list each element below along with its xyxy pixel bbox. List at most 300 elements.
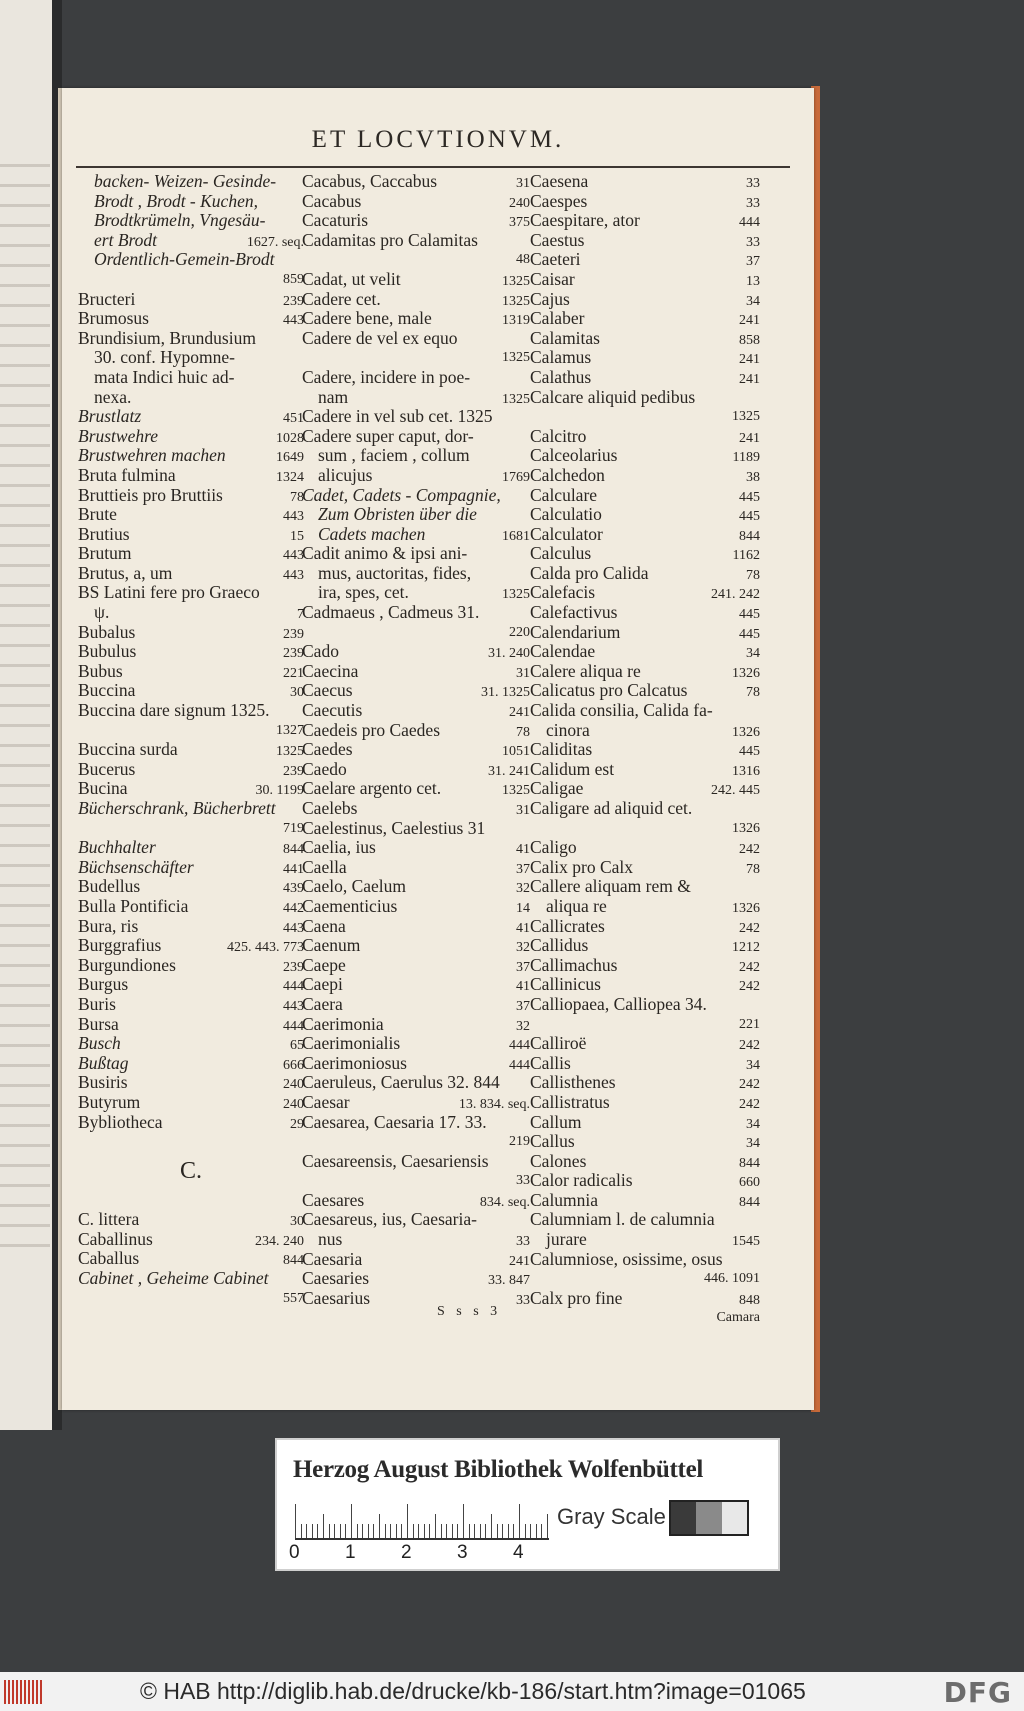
index-entry	[302, 760, 530, 780]
entry-term: Calones	[530, 1150, 587, 1171]
entry-page-ref: 31. 240	[488, 646, 530, 662]
ruler-tick	[379, 1514, 380, 1538]
index-entry	[530, 388, 760, 408]
ruler-tick	[413, 1524, 414, 1538]
index-entry	[302, 564, 530, 584]
gray-swatch-dark	[671, 1502, 696, 1534]
index-entry	[78, 995, 304, 1015]
entry-term: Caespitare, ator	[530, 210, 640, 231]
index-entry	[530, 995, 760, 1015]
index-entry	[530, 1093, 760, 1113]
entry-page-ref: 37	[516, 998, 530, 1014]
index-entry	[302, 1113, 530, 1133]
entry-page-ref: 242	[739, 1077, 760, 1093]
ruler-number: 2	[401, 1542, 412, 1563]
entry-page-ref: 241. 242	[711, 587, 760, 603]
entry-page-ref: 444	[283, 979, 304, 995]
ruler-tick	[334, 1524, 335, 1538]
entry-term: Caecina	[302, 660, 359, 681]
entry-page-ref: 425. 443. 773	[227, 940, 304, 956]
entry-page-ref: 32	[516, 1018, 530, 1034]
entry-term: Calx pro fine	[530, 1287, 623, 1308]
entry-term: Cadets machen	[318, 523, 426, 544]
ruler-tick	[513, 1524, 514, 1538]
entry-page-ref: 442	[283, 900, 304, 916]
entry-term: Caesarius	[302, 1287, 371, 1308]
entry-term: aliqua re	[546, 895, 607, 916]
ruler-tick	[312, 1524, 313, 1538]
entry-term: Bruttieis pro Bruttiis	[78, 484, 223, 505]
entry-term: mus, auctoritas, fides,	[318, 562, 472, 583]
index-entry	[78, 505, 304, 525]
gray-scale-swatches	[669, 1500, 749, 1536]
entry-term: Caerimoniosus	[302, 1052, 407, 1073]
index-entry	[78, 1113, 304, 1133]
index-entry	[78, 564, 304, 584]
index-entry	[302, 250, 530, 270]
index-entry	[78, 407, 304, 427]
index-entry	[78, 799, 304, 819]
entry-term: Bura, ris	[78, 915, 139, 936]
entry-page-ref: Camara	[716, 1310, 760, 1326]
index-column-1	[78, 172, 304, 1308]
entry-term: Calculare	[530, 484, 598, 505]
entry-page-ref: 242. 445	[711, 783, 760, 799]
ruler-tick	[474, 1524, 475, 1538]
signature-mark: S s s 3	[437, 1304, 502, 1319]
entry-term: Callimachus	[530, 954, 618, 975]
index-entry	[78, 917, 304, 937]
entry-term: Callisthenes	[530, 1072, 616, 1093]
entry-page-ref: 1028	[276, 430, 304, 446]
entry-term: Callum	[530, 1111, 582, 1132]
entry-page-ref: 7	[297, 607, 304, 623]
index-entry	[302, 309, 530, 329]
entry-page-ref: 14	[516, 900, 530, 916]
entry-page-ref: 444	[739, 215, 760, 231]
index-entry	[78, 1249, 304, 1269]
entry-page-ref: 834. seq.	[479, 1194, 530, 1210]
entry-page-ref: 241	[509, 705, 530, 721]
entry-term: Brute	[78, 504, 117, 525]
index-entry	[530, 348, 760, 368]
entry-page-ref: 239	[283, 959, 304, 975]
entry-term: Caesarea, Caesaria 17. 33.	[302, 1111, 487, 1132]
ruler-tick	[519, 1504, 520, 1538]
index-entry	[302, 1210, 530, 1230]
ruler-tick	[457, 1524, 458, 1538]
index-entry	[530, 192, 760, 212]
index-entry	[302, 348, 530, 368]
entry-term: ψ.	[94, 602, 110, 623]
index-entry	[302, 1015, 530, 1035]
entry-term: Caepi	[302, 974, 343, 995]
index-entry	[530, 681, 760, 701]
index-entry	[530, 623, 760, 643]
entry-page-ref: 445	[739, 626, 760, 642]
entry-page-ref: 441	[283, 861, 304, 877]
entry-page-ref: 1325	[276, 744, 304, 760]
index-entry	[530, 1289, 760, 1309]
entry-page-ref: 242	[739, 842, 760, 858]
entry-page-ref: 844	[283, 1253, 304, 1269]
entry-page-ref: 1681	[502, 528, 530, 544]
entry-page-ref: 15	[290, 528, 304, 544]
entry-page-ref: 32	[516, 881, 530, 897]
entry-term: Caecutis	[302, 700, 363, 721]
ruler-tick	[357, 1524, 358, 1538]
entry-page-ref: 443	[283, 998, 304, 1014]
entry-term: Callidus	[530, 935, 589, 956]
index-entry	[302, 1132, 530, 1152]
entry-term: Calculus	[530, 543, 592, 564]
entry-term: Caespes	[530, 190, 588, 211]
index-entry	[78, 348, 304, 368]
index-entry	[78, 1191, 304, 1211]
index-entry	[302, 1073, 530, 1093]
entry-term: Caligo	[530, 837, 577, 858]
entry-page-ref: 660	[739, 1175, 760, 1191]
ruler-tick	[497, 1524, 498, 1538]
entry-term: Callicrates	[530, 915, 605, 936]
entry-page-ref: 78	[746, 685, 760, 701]
index-entry	[302, 1230, 530, 1250]
index-entry	[302, 936, 530, 956]
index-entry	[530, 1015, 760, 1035]
index-entry	[302, 486, 530, 506]
entry-page-ref: 443	[283, 313, 304, 329]
index-entry	[302, 799, 530, 819]
index-entry	[530, 858, 760, 878]
index-entry	[302, 388, 530, 408]
entry-term: Caesaries	[302, 1268, 370, 1289]
footer-url[interactable]: © HAB http://diglib.hab.de/drucke/kb-186/start.htm?image=01065	[140, 1678, 806, 1704]
entry-page-ref: 65	[290, 1038, 304, 1054]
entry-term: Caestus	[530, 229, 585, 250]
entry-term: Calendarium	[530, 621, 621, 642]
index-entry	[78, 1210, 304, 1230]
entry-term: Calix pro Calx	[530, 856, 634, 877]
gray-scale-label: Gray Scale	[557, 1504, 666, 1529]
entry-term: nexa.	[94, 386, 132, 407]
ruler-number: 1	[345, 1542, 356, 1563]
entry-page-ref: 443	[283, 548, 304, 564]
index-entry	[530, 975, 760, 995]
entry-term: Callis	[530, 1052, 571, 1073]
ruler-tick	[362, 1524, 363, 1538]
entry-page-ref: 446. 1091	[704, 1271, 760, 1287]
ruler-tick	[452, 1524, 453, 1538]
gray-swatch-light	[722, 1502, 747, 1534]
entry-term: Calculator	[530, 523, 603, 544]
entry-page-ref: 38	[746, 469, 760, 485]
entry-term: C. littera	[78, 1209, 140, 1230]
ruler-tick	[345, 1524, 346, 1538]
entry-page-ref: 34	[746, 293, 760, 309]
entry-page-ref: 33	[746, 195, 760, 211]
entry-term: alicujus	[318, 464, 373, 485]
ruler-tick	[508, 1524, 509, 1538]
entry-page-ref: 241	[739, 313, 760, 329]
index-entry	[530, 427, 760, 447]
index-entry	[302, 544, 530, 564]
entry-term: Calchedon	[530, 464, 605, 485]
entry-page-ref: 33	[516, 1234, 530, 1250]
entry-page-ref: 78	[290, 489, 304, 505]
index-entry	[78, 721, 304, 741]
entry-term: Caementicius	[302, 895, 398, 916]
library-name: Herzog August Bibliothek Wolfenbüttel	[293, 1456, 704, 1483]
entry-term: Caeruleus, Caerulus 32. 844	[302, 1072, 500, 1093]
entry-term: Brutus, a, um	[78, 562, 173, 583]
index-entry	[530, 309, 760, 329]
ruler-tick	[435, 1514, 436, 1538]
index-entry	[302, 583, 530, 603]
entry-page-ref: 13. 834. seq.	[458, 1096, 530, 1112]
ruler-tick	[536, 1524, 537, 1538]
entry-term: Cacaturis	[302, 210, 369, 231]
index-entry	[302, 701, 530, 721]
index-entry	[78, 309, 304, 329]
entry-page-ref: 240	[283, 1077, 304, 1093]
entry-page-ref: 241	[739, 371, 760, 387]
entry-term: ira, spes, cet.	[318, 582, 409, 603]
entry-term: Caesareus, ius, Caesaria-	[302, 1209, 477, 1230]
index-entry	[530, 486, 760, 506]
index-entry	[78, 662, 304, 682]
index-column-2	[302, 172, 530, 1308]
index-entry	[78, 779, 304, 799]
entry-term: nam	[318, 386, 349, 407]
entry-term: Cadamitas pro Calamitas	[302, 229, 478, 250]
index-entry	[302, 740, 530, 760]
index-entry	[302, 1269, 530, 1289]
entry-term: Caesareensis, Caesariensis	[302, 1150, 489, 1171]
index-entry	[530, 407, 760, 427]
entry-page-ref: 240	[509, 195, 530, 211]
entry-term: Buccina surda	[78, 739, 178, 760]
index-entry	[530, 1132, 760, 1152]
entry-page-ref: 1326	[732, 900, 760, 916]
ruler	[295, 1502, 549, 1540]
ruler-tick	[469, 1524, 470, 1538]
index-entry	[530, 819, 760, 839]
index-entry	[78, 427, 304, 447]
entry-term: Bucina	[78, 778, 128, 799]
ruler-tick	[418, 1524, 419, 1538]
index-entry	[530, 211, 760, 231]
entry-term: Cadit animo & ipsi ani-	[302, 543, 468, 564]
entry-term: Cadet, Cadets - Compagnie,	[302, 484, 501, 505]
entry-term: 30. conf. Hypomne-	[94, 347, 235, 368]
index-entry	[530, 525, 760, 545]
entry-page-ref: 33	[516, 1173, 530, 1189]
ruler-tick	[385, 1524, 386, 1538]
index-entry	[78, 1093, 304, 1113]
entry-page-ref: 443	[283, 509, 304, 525]
index-entry	[302, 779, 530, 799]
index-entry	[302, 1191, 530, 1211]
entry-term: Cadere bene, male	[302, 308, 432, 329]
entry-page-ref: 1162	[732, 548, 760, 564]
running-head: ET LOCVTIONVM.	[311, 126, 565, 153]
index-entry	[530, 231, 760, 251]
index-entry	[78, 1230, 304, 1250]
index-entry	[530, 1269, 760, 1289]
entry-term: Callus	[530, 1131, 575, 1152]
entry-term: Cacabus, Caccabus	[302, 171, 438, 191]
index-entry	[78, 1015, 304, 1035]
entry-term: Caeteri	[530, 249, 581, 270]
entry-page-ref: 666	[283, 1057, 304, 1073]
index-entry	[530, 1054, 760, 1074]
ruler-tick	[424, 1524, 425, 1538]
index-entry	[302, 505, 530, 525]
entry-page-ref: 445	[739, 607, 760, 623]
index-entry	[302, 662, 530, 682]
entry-term: Caera	[302, 993, 343, 1014]
index-entry	[530, 760, 760, 780]
index-entry	[530, 250, 760, 270]
entry-page-ref: 31	[516, 176, 530, 191]
entry-term: Calumniam l. de calumnia	[530, 1209, 715, 1230]
index-entry	[302, 329, 530, 349]
index-entry	[302, 623, 530, 643]
index-entry	[78, 368, 304, 388]
ruler-tick	[491, 1514, 492, 1538]
entry-page-ref: 242	[739, 1096, 760, 1112]
entry-term: Calumniose, osissime, osus	[530, 1248, 723, 1269]
entry-page-ref: 1325	[502, 273, 530, 289]
entry-page-ref: 41	[516, 842, 530, 858]
entry-term: Brutum	[78, 543, 132, 564]
index-entry	[302, 642, 530, 662]
ruler-tick	[396, 1524, 397, 1538]
entry-page-ref: 220	[509, 624, 530, 640]
entry-term: backen- Weizen- Gesinde-	[94, 171, 277, 191]
index-entry	[302, 858, 530, 878]
entry-term: Calida consilia, Calida fa-	[530, 700, 713, 721]
entry-term: Calliopaea, Calliopea 34.	[530, 993, 707, 1014]
index-entry	[530, 662, 760, 682]
entry-page-ref: 242	[739, 1038, 760, 1054]
index-entry	[530, 838, 760, 858]
entry-term: BS Latini fere pro Graeco	[78, 582, 260, 603]
entry-term: nus	[318, 1229, 343, 1250]
entry-term: Cadmaeus , Cadmeus 31.	[302, 602, 480, 623]
entry-page-ref: 239	[283, 626, 304, 642]
head-rule	[76, 166, 790, 168]
index-entry	[302, 1171, 530, 1191]
entry-page-ref: 31. 1325	[481, 685, 530, 701]
index-entry	[530, 1152, 760, 1172]
index-entry	[530, 936, 760, 956]
index-entry	[78, 877, 304, 897]
entry-page-ref: 859	[283, 271, 304, 287]
index-entry	[302, 427, 530, 447]
entry-page-ref: 31	[516, 803, 530, 818]
index-entry	[530, 564, 760, 584]
entry-term: Cadere de vel ex equo	[302, 327, 458, 348]
entry-page-ref: 1649	[276, 450, 304, 466]
ruler-tick	[295, 1504, 296, 1538]
ruler-tick	[329, 1524, 330, 1538]
index-entry	[78, 329, 304, 349]
ruler-tick	[368, 1524, 369, 1538]
entry-page-ref: 13	[746, 273, 760, 289]
index-entry	[302, 838, 530, 858]
entry-page-ref: 844	[739, 1155, 760, 1171]
entry-term: Burgus	[78, 974, 129, 995]
entry-term: Calicatus pro Calcatus	[530, 680, 688, 701]
ruler-tick	[351, 1504, 352, 1538]
entry-term: Calaber	[530, 308, 585, 329]
entry-page-ref: 1212	[732, 940, 760, 956]
footer-bar	[0, 1672, 1024, 1711]
ruler-tick	[463, 1504, 464, 1538]
index-entry	[78, 838, 304, 858]
entry-term: Calamitas	[530, 327, 600, 348]
entry-term: Cadere super caput, dor-	[302, 425, 474, 446]
index-entry	[78, 583, 304, 603]
index-entry	[302, 819, 530, 839]
index-entry	[530, 172, 760, 192]
entry-term: jurare	[546, 1229, 587, 1250]
entry-page-ref: 1627. seq.	[246, 234, 304, 250]
ruler-tick	[429, 1524, 430, 1538]
entry-term: Calliroë	[530, 1033, 587, 1054]
index-entry	[530, 368, 760, 388]
entry-term: Brumosus	[78, 308, 149, 329]
entry-term: Bücherschrank, Bücherbrett	[78, 798, 276, 818]
index-entry	[78, 1152, 304, 1191]
ruler-tick	[373, 1524, 374, 1538]
entry-page-ref: 219	[509, 1134, 530, 1150]
entry-term: Caedes	[302, 739, 353, 760]
entry-term: C.	[179, 1157, 202, 1184]
barcode-icon	[4, 1680, 44, 1704]
index-entry	[78, 936, 304, 956]
index-entry	[302, 1152, 530, 1172]
entry-term: Caelo, Caelum	[302, 876, 407, 897]
entry-term: Caligae	[530, 778, 584, 799]
index-entry	[302, 525, 530, 545]
entry-page-ref: 242	[739, 959, 760, 975]
index-entry	[302, 290, 530, 310]
entry-page-ref: 239	[283, 646, 304, 662]
entry-page-ref: 375	[509, 215, 530, 231]
entry-page-ref: 37	[516, 959, 530, 975]
ruler-tick	[340, 1524, 341, 1538]
index-entry	[78, 858, 304, 878]
index-entry	[530, 1171, 760, 1191]
entry-term: Caisar	[530, 268, 575, 289]
index-entry	[302, 407, 530, 427]
entry-term: Caepe	[302, 954, 346, 975]
index-entry	[530, 642, 760, 662]
entry-term: Calcare aliquid pedibus	[530, 386, 696, 407]
index-entry	[302, 172, 530, 192]
entry-page-ref: 241	[739, 352, 760, 368]
index-entry	[530, 329, 760, 349]
ruler-tick	[323, 1514, 324, 1538]
entry-page-ref: 41	[516, 979, 530, 995]
entry-term: Zum Obristen über die	[318, 504, 477, 525]
index-entry	[78, 172, 304, 192]
entry-page-ref: 78	[746, 861, 760, 877]
entry-term: Calere aliqua re	[530, 660, 641, 681]
entry-term: Caesaria	[302, 1248, 363, 1269]
